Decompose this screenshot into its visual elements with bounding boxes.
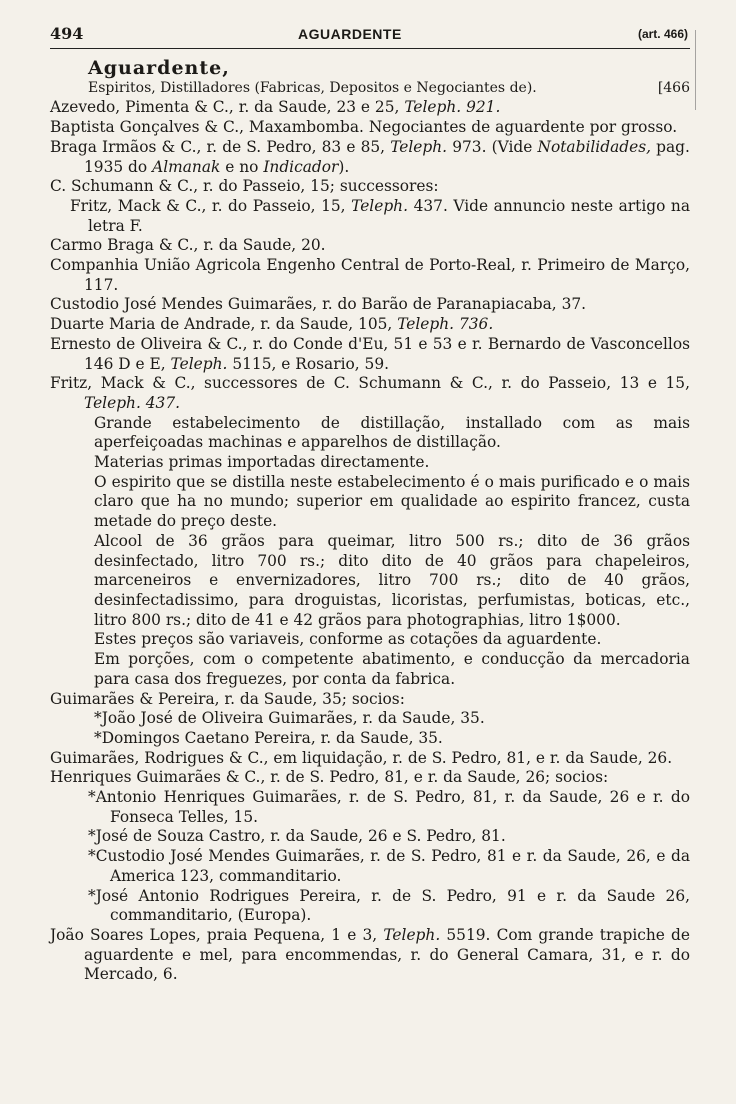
section-title: Aguardente,: [88, 57, 230, 79]
list-item: Custodio José Mendes Guimarães, r. do Barão de Paranapiacaba, 37.: [50, 295, 587, 314]
running-header: [50, 22, 690, 49]
partner-item: *José Antonio Rodrigues Pereira, r. de S. Pedro, 91 e r. da Saude 26, commanditario, (Europa).: [88, 886, 690, 925]
section-subtitle: Espiritos, Distilladores (Fabricas, Depositos e Negociantes de). [466: [88, 79, 690, 99]
partner-item: *Domingos Caetano Pereira, r. da Saude, 35.: [94, 728, 443, 747]
list-item: Ernesto de Oliveira & C., r. do Conde d'Eu, 51 e 53 e r. Bernardo de Vasconcellos 146 D e E, Teleph. 5115, e Rosario, 59.: [50, 334, 690, 373]
list-item: Guimarães & Pereira, r. da Saude, 35; socios:: [50, 689, 405, 708]
advert-paragraph: Em porções, com o competente abatimento, e conducção da mercadoria para casa dos freguezes, por conta da fabrica.: [94, 650, 690, 688]
page-number: 494: [50, 24, 84, 43]
advert-paragraph: Materias primas importadas directamente.: [94, 453, 430, 472]
list-item: Fritz, Mack & C., successores de C. Schumann & C., r. do Passeio, 13 e 15, Teleph. 437.: [50, 374, 690, 412]
listing-body: [50, 59, 690, 985]
page-edge-mark: [693, 30, 696, 110]
advert-paragraph: Alcool de 36 grãos para queimar, litro 500 rs.; dito de 36 grãos desinfectado, litro 700 rs.; dito dito de 40 grãos para chapeleiros, marceneiros e envernizadores, litro 700 rs.; dito de 40 grãos, desinfectadissimo, para droguistas, licoristas, perfumistas, boticas, etc., litro 800 rs.; dito de 41 e 42 grãos para photographias, litro 1$000.: [94, 531, 690, 629]
list-item: Guimarães, Rodrigues & C., em liquidação, r. de S. Pedro, 81, e r. da Saude, 26.: [50, 748, 673, 767]
article-number: (art. 466): [637, 27, 688, 41]
partner-item: *João José de Oliveira Guimarães, r. da Saude, 35.: [94, 709, 485, 728]
list-item: C. Schumann & C., r. do Passeio, 15; successores:: [50, 177, 439, 196]
advert-paragraph: O espirito que se distilla neste estabelecimento é o mais purificado e o mais claro que ha no mundo; superior em qualidade ao espirito francez, custa metade do preço deste.: [94, 472, 690, 531]
list-item: Carmo Braga & C., r. da Saude, 20.: [50, 236, 326, 255]
running-title: AGUARDENTE: [298, 26, 402, 42]
list-item: Companhia União Agricola Engenho Central de Porto-Real, r. Primeiro de Março, 117.: [50, 256, 690, 294]
advert-paragraph: Grande estabelecimento de distillação, installado com as mais aperfeiçoadas machinas e apparelhos de distillação.: [94, 413, 690, 452]
list-item: Braga Irmãos & C., r. de S. Pedro, 83 e 85, Teleph. 973. (Vide Notabilidades, pag. 1935 do Almanak e no Indicador).: [50, 137, 690, 176]
list-item: Azevedo, Pimenta & C., r. da Saude, 23 e 25, Teleph. 921.: [50, 98, 501, 117]
advert-paragraph: Estes preços são variaveis, conforme as cotações da aguardente.: [94, 630, 602, 649]
partner-item: *Custodio José Mendes Guimarães, r. de S. Pedro, 81 e r. da Saude, 26, e da America 123, commanditario.: [88, 847, 690, 885]
list-item: Fritz, Mack & C., r. do Passeio, 15, Teleph. 437. Vide annuncio neste artigo na letra F.: [70, 196, 690, 235]
list-item: Baptista Gonçalves & C., Maxambomba. Negociantes de aguardente por grosso.: [50, 118, 678, 137]
list-item: João Soares Lopes, praia Pequena, 1 e 3, Teleph. 5519. Com grande trapiche de aguardente e mel, para encommendas, r. do General Camara, 31, e r. do Mercado, 6.: [50, 925, 690, 984]
page: [50, 22, 690, 985]
list-item: Henriques Guimarães & C., r. de S. Pedro, 81, e r. da Saude, 26; socios:: [50, 768, 609, 787]
article-ref: [466: [657, 79, 690, 96]
list-item: Duarte Maria de Andrade, r. da Saude, 105, Teleph. 736.: [50, 315, 494, 334]
partner-item: *Antonio Henriques Guimarães, r. de S. Pedro, 81, r. da Saude, 26 e r. do Fonseca Telles, 15.: [88, 788, 690, 826]
partner-item: *José de Souza Castro, r. da Saude, 26 e S. Pedro, 81.: [88, 827, 506, 846]
